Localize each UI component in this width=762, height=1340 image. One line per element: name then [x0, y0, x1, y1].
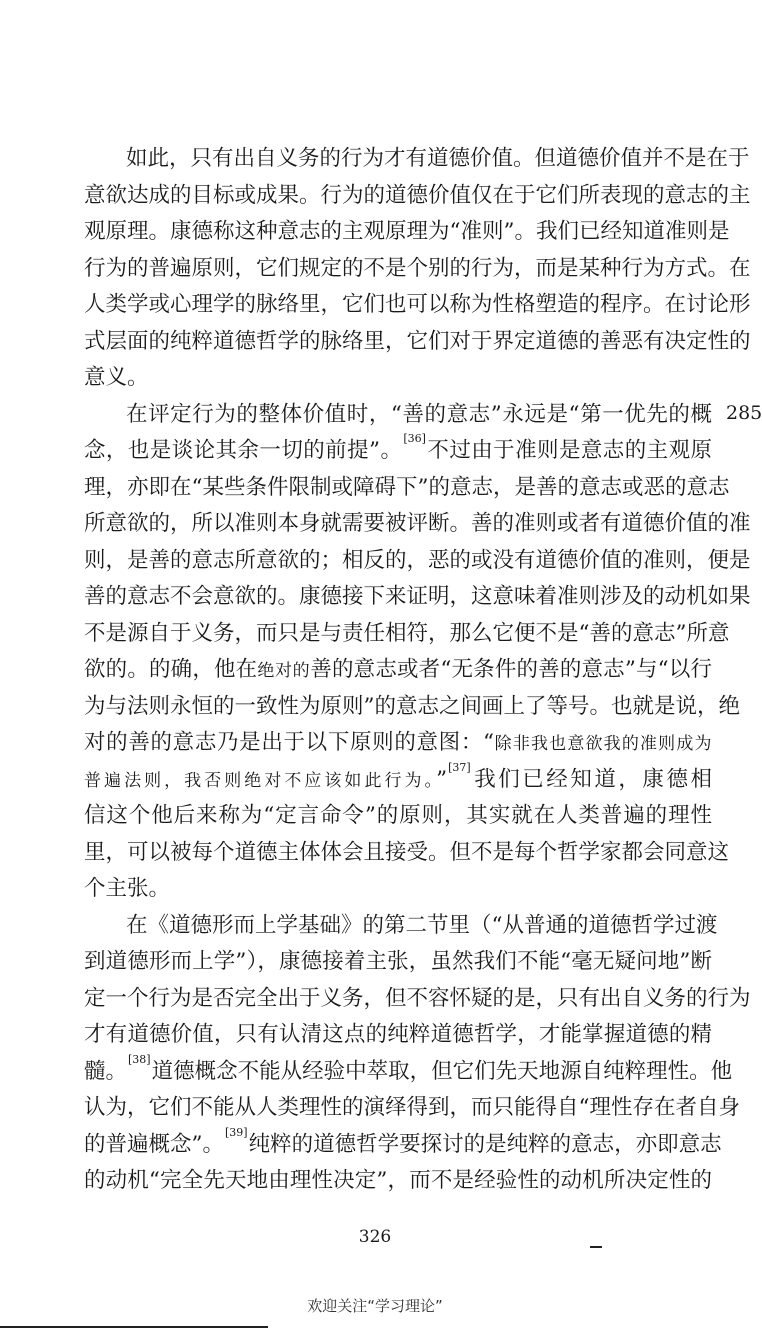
p2-line-4: 所意欲的，所以准则本身就需要被评断。善的准则或者有道德价值的准	[84, 511, 751, 536]
p1-line-3: 观原理。康德称这种意志的主观原理为“准则”。我们已经知道准则是	[84, 219, 730, 244]
p2-line-10-emphasis: 除非我也意欲我的准则成为	[494, 734, 712, 754]
p2-line-5: 则，是善的意志所意欲的；相反的，恶的或没有道德价值的准则，便是	[84, 547, 751, 573]
p3-line-1: 在《道德形而上学基础》的第二节里（“从普通的道德哲学过渡	[126, 912, 718, 938]
p2-line-10	[84, 725, 712, 762]
footnote-ref-38: [38]	[128, 1052, 151, 1066]
p2-line-10-a: 对的善的意志乃是出于以下原则的意图：“	[84, 730, 494, 755]
page-number: 326	[358, 1227, 392, 1247]
footer-caption: 欢迎关注“学习理论”	[307, 1297, 443, 1315]
p2-line-8	[84, 652, 712, 689]
p1-line-6: 式层面的纯粹道德哲学的脉络里，它们对于界定道德的善恶有决定性的	[84, 328, 751, 354]
p2-line-13: 里，可以被每个道德主体体会且接受。但不是每个哲学家都会同意这	[84, 839, 730, 865]
p3-line-7-a: 的普遍概念”。	[84, 1131, 224, 1157]
p2-line-2-a: 念，也是谈论其余一切的前提”。	[84, 438, 403, 463]
scan-edge-line	[0, 1326, 268, 1328]
scan-mark	[590, 1246, 602, 1248]
p3-line-7	[84, 1125, 722, 1164]
p2-line-11-quote: ”	[436, 766, 448, 792]
p2-line-3: 理，亦即在“某些条件限制或障碍下”的意志，是善的意志或恶的意志	[84, 474, 730, 500]
p2-line-8-a: 欲的。的确，他在	[84, 657, 258, 682]
p2-line-11-emphasis: 普遍法则，我否则绝对不应该如此行为。	[84, 770, 437, 791]
p2-line-1: 在评定行为的整体价值时，“善的意志”永远是“第一优先的概	[126, 401, 712, 427]
p3-line-6: 认为，它们不能从人类理性的演绎得到，而只能得自“理性存在者自身	[84, 1095, 740, 1120]
p1-line-7: 意义。	[84, 365, 149, 390]
p3-line-4: 才有道德价值，只有认清这点的纯粹道德哲学，才能掌握道德的精	[84, 1022, 712, 1047]
p3-line-8: 的动机“完全先天地由理性决定”，而不是经验性的动机所决定性的	[84, 1168, 712, 1193]
footnote-ref-37: [37]	[448, 760, 471, 774]
p3-line-3: 定一个行为是否完全出于义务，但不容怀疑的是，只有出自义务的行为	[84, 985, 751, 1011]
p1-line-2: 意欲达成的目标或成果。行为的道德价值仅在于它们所表现的意志的主	[84, 182, 751, 208]
p2-line-9: 为与法则永恒的一致性为原则”的意志之间画上了等号。也就是说，绝	[84, 693, 740, 719]
footnote-ref-39: [39]	[225, 1125, 248, 1139]
p1-line-5: 人类学或心理学的脉络里，它们也可以称为性格塑造的程序。在讨论形	[84, 292, 751, 317]
p2-line-2	[84, 433, 712, 470]
p3-line-5	[84, 1052, 733, 1091]
p2-line-8-b: 善的意志或者“无条件的善的意志”与“以行	[310, 657, 712, 682]
p1-line-1: 如此，只有出自义务的行为才有道德价值。但道德价值并不是在于	[126, 146, 750, 171]
p3-line-5-a: 髓。	[84, 1058, 128, 1084]
p2-line-7: 不是源自于义务，而只是与责任相符，那么它便不是“善的意志”所意	[84, 620, 730, 646]
p2-line-6: 善的意志不会意欲的。康德接下来证明，这意味着准则涉及的动机如果	[84, 584, 751, 609]
footnote-ref-36: [36]	[403, 432, 426, 445]
p3-line-5-b: 道德概念不能从经验中萃取，但它们先天地源自纯粹理性。他	[151, 1058, 733, 1084]
p1-line-4: 行为的普遍原则，它们规定的不是个别的行为，而是某种行为方式。在	[84, 255, 751, 281]
p3-line-7-b: 纯粹的道德哲学要探讨的是纯粹的意志，亦即意志	[248, 1131, 722, 1157]
p2-line-11	[84, 762, 712, 799]
p2-line-2-b: 不过由于准则是意志的主观原	[426, 438, 712, 463]
p3-line-2: 到道德形而上学”），康德接着主张，虽然我们不能“毫无疑问地”断	[84, 949, 712, 974]
p2-line-11-b: 我们已经知道，康德相	[471, 766, 712, 792]
margin-page-number: 285	[726, 402, 762, 424]
p2-line-8-emphasis: 绝对的	[257, 661, 311, 681]
p2-line-12: 信这个他后来称为“定言命令”的原则，其实就在人类普遍的理性	[84, 803, 712, 828]
p2-line-14: 个主张。	[84, 876, 171, 901]
